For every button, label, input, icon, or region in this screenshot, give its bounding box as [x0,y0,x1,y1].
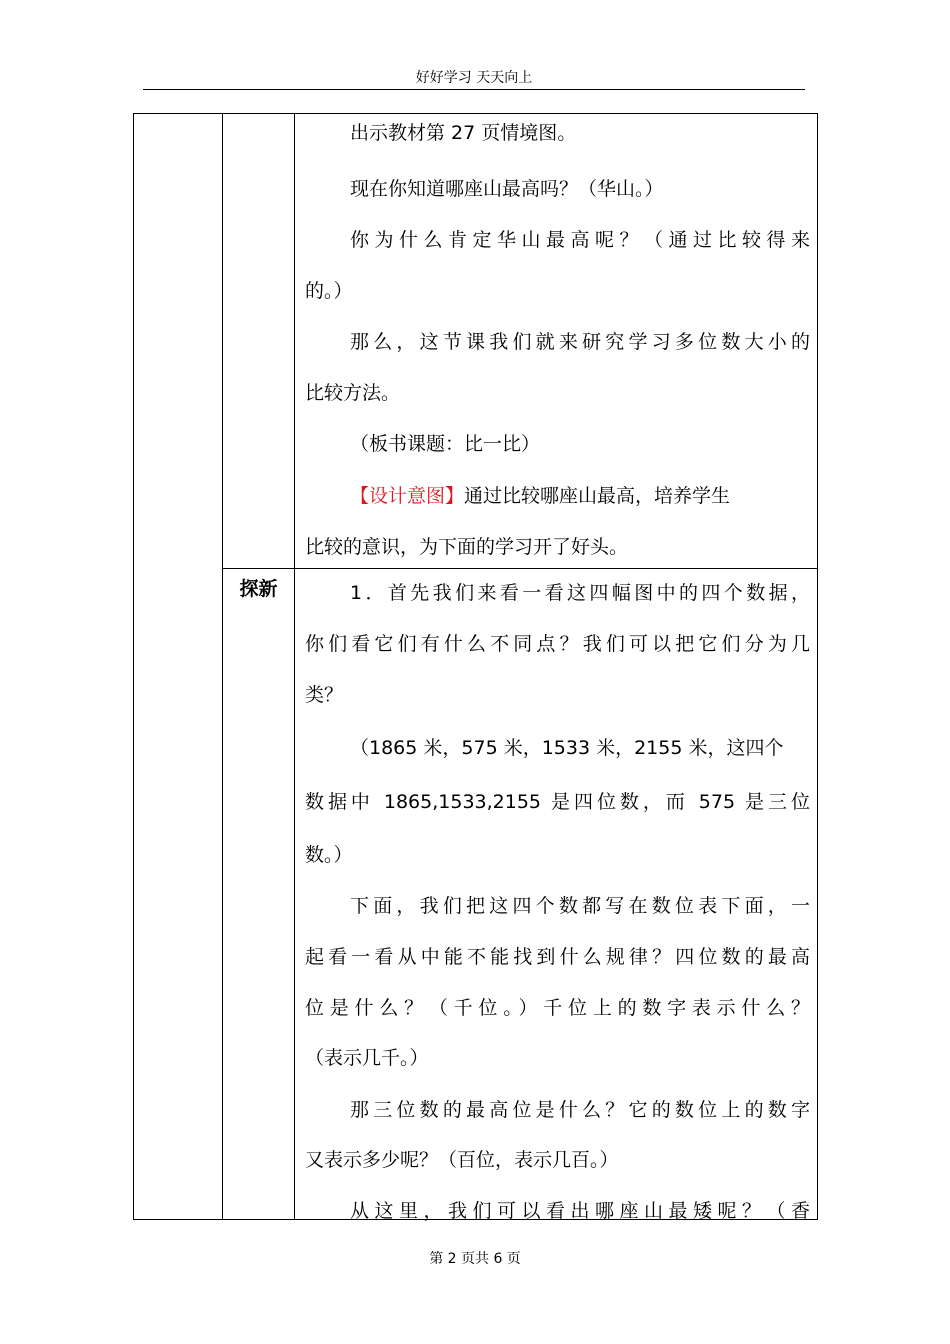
page-footer: 第 2 页共 6 页 [429,1251,521,1267]
header-rule [143,89,805,90]
text-line [305,481,810,508]
section-label-explore: 探新 [239,578,278,600]
page-header: 好好学习 天天向上 [415,70,533,86]
text-line: 从这里，我们可以看出哪座山最矮呢？（香 [350,1200,810,1222]
row-divider [222,568,817,569]
text-line: 1．首先我们来看一看这四幅图中的四个数据， [350,582,810,604]
text-line: 类？ [305,684,344,706]
text-line: 你为什么肯定华山最高呢？（通过比较得来 [350,229,810,251]
text-line: 的。） [305,280,353,302]
text-segment: 通过比较哪座山最高，培养学生 [464,485,731,507]
text-line: 又表示多少呢？（百位，表示几百。） [305,1149,619,1171]
text-line: （表示几千。） [305,1047,429,1069]
text-line: 比较方法。 [305,382,401,404]
text-line: 现在你知道哪座山最高吗？（华山。） [350,178,664,200]
text-line: 那么，这节课我们就来研究学习多位数大小的 [350,331,810,353]
text-line: （板书课题：比一比） [350,433,541,455]
column-divider-2 [294,114,295,1219]
text-line: （1865 米，575 米，1533 米，2155 米，这四个 [350,737,784,759]
text-line: 数。） [305,844,353,866]
text-line: 那三位数的最高位是什么？它的数位上的数字 [350,1099,810,1121]
text-line: 你们看它们有什么不同点？我们可以把它们分为几 [305,633,810,655]
text-line: 出示教材第 27 页情境图。 [350,122,577,144]
column-divider-1 [222,114,223,1219]
text-line: 数据中 1865,1533,2155 是四位数，而 575 是三位 [305,791,810,813]
text-line: 下面，我们把这四个数都写在数位表下面，一 [350,895,810,917]
design-intent-tag: 【设计意图】 [350,485,465,507]
text-line: 起看一看从中能不能找到什么规律？四位数的最高 [305,946,810,968]
text-line: 比较的意识，为下面的学习开了好头。 [305,536,629,558]
text-line: 位是什么？（千位。）千位上的数字表示什么？ [305,997,810,1019]
